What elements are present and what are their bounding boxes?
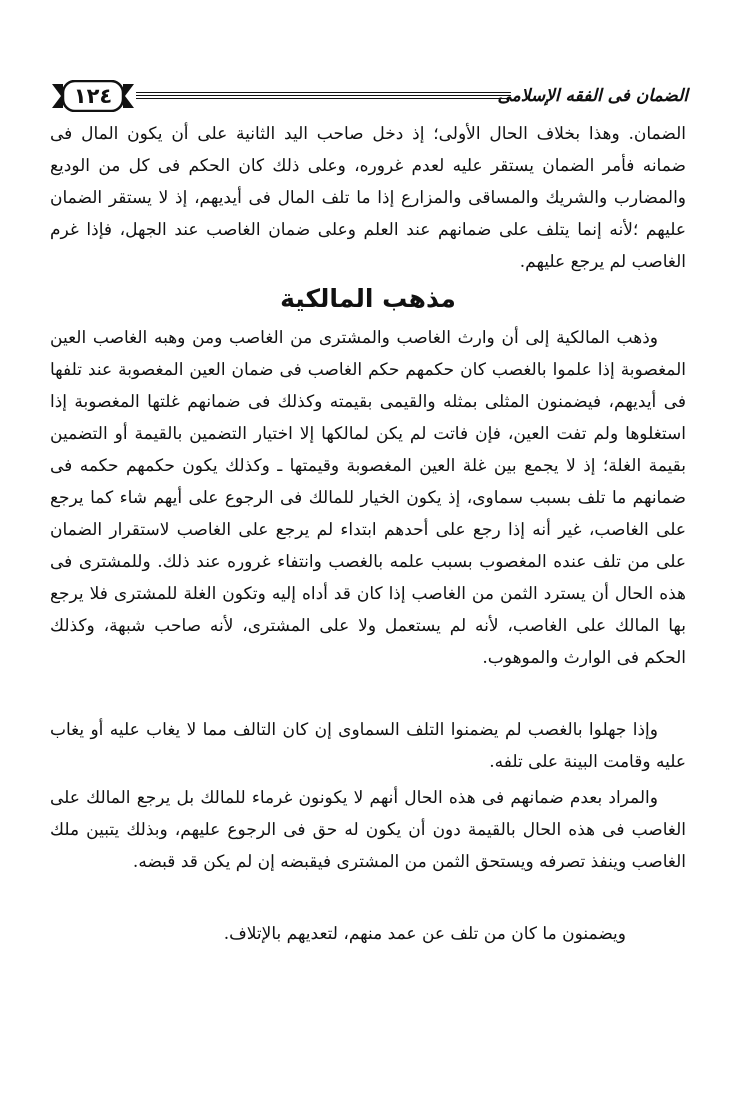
paragraph	[50, 782, 686, 878]
paragraph	[50, 322, 686, 674]
paragraph	[50, 918, 686, 950]
section-heading: مذهب المالكية	[280, 284, 456, 313]
paragraph-text: الضمان. وهذا بخلاف الحال الأولى؛ إذ دخل صاحب اليد الثانية على أن يكون المال فى ضمانه فأمر الضمان يستقر عليه لعدم غروره، وعلى ذلك كان الحكم فى كل من الوديع والمضارب والشريك والمساقى والمزارع إذا ما تلف المال فى أيديهم، إذ لا يستقر الضمان عليهم ؛لأنه إنما يتلف على ضمانهم عند العلم وعلى ضمان الغاصب عند الجهل، فإذا غرم الغاصب لم يرجع عليهم.	[50, 124, 686, 272]
page-number: ١٢٤	[73, 84, 113, 108]
paragraph-text: والمراد بعدم ضمانهم فى هذه الحال أنهم لا يكونون غرماء للمالك بل يرجع المالك على الغاصب فى هذه الحال بالقيمة دون أن يكون له حق فى الرجوع عليهم، وبذلك يتبين ملك الغاصب وينفذ تصرفه ويستحق الثمن من المشترى فيقبضه إن لم يكن قد قبضه.	[50, 788, 686, 872]
page-number-badge	[52, 80, 134, 112]
paragraph-text: وإذا جهلوا بالغصب لم يضمنوا التلف السماوى إن كان التالف مما لا يغاب عليه أو يغاب عليه وقامت البينة على تلفه.	[50, 720, 686, 772]
running-header	[52, 80, 688, 114]
book-title: الضمان فى الفقه الإسلامى	[497, 86, 688, 106]
paragraph	[50, 714, 686, 778]
header-rule	[136, 91, 511, 101]
paragraph-text: ويضمنون ما كان من تلف عن عمد منهم، لتعديهم بالإتلاف.	[223, 924, 626, 944]
paragraph-text: وذهب المالكية إلى أن وارث الغاصب والمشترى من الغاصب ومن وهبه الغاصب العين المغصوبة إذا علموا بالغصب كان حكمهم حكم الغاصب فى ضمان العين المغصوبة عند تلفها فى أيديهم، فيضمنون المثلى بمثله والقيمى بقيمته وكذلك فى ضمانهم غلتها المغصوبة إذا استغلوها ولم تفت العين، فإن فاتت لم يكن لمالكها إلا اختيار التضمين بالقيمة أو التضمين بقيمة الغلة؛ إذ لا يجمع بين غلة العين المغصوبة وقيمتها ـ وكذلك يكون حكمهم حكمه فى ضمانهم ما تلف بسبب سماوى، إذ يكون الخيار للمالك فى الرجوع على أيهم شاء كما يرجع على الغاصب، غير أنه إذا رجع على أحدهم ابتداء لم يرجع على الغاصب لاستقرار الضمان على من تلف عنده المغصوب بسبب علمه بالغصب وانتفاء غروره عند ذلك. وللمشترى فى هذه الحال أن يسترد الثمن من الغاصب إذا كان قد أداه إليه وتكون الغلة للمشترى فلا يرجع بها المالك على الغاصب، لأنه لم يستعمل ولا على المشترى، لأنه صاحب شبهة، وكذلك الحكم فى الوارث والموهوب.	[50, 328, 686, 668]
paragraph	[50, 118, 686, 278]
